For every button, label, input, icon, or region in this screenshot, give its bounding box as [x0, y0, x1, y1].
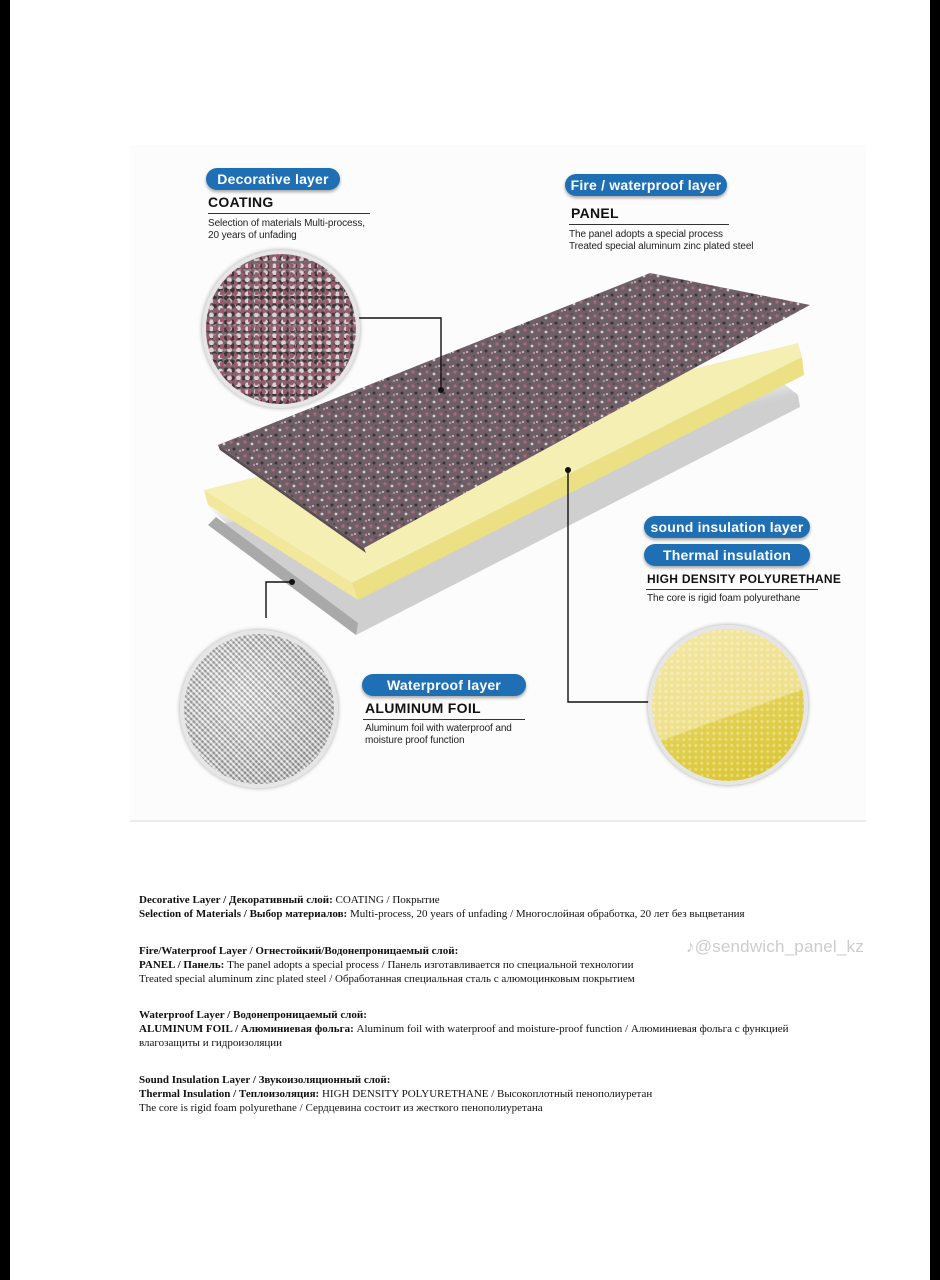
polyurethane-rule: [646, 589, 818, 590]
panel-heading: PANEL: [571, 205, 619, 221]
fire-waterproof-layer-text: Fire/Waterproof Layer / Огнестойкий/Водонепроницаемый слой: PANEL / Панель: The panel adopts a special process / Панель изготавливается по специальной технологии Treated special aluminum zinc plated steel / Обработанная специальная сталь с алюмоцинковым покрытием: [139, 945, 635, 985]
thermal-insulation-badge: Thermal insulation: [644, 544, 810, 566]
leader-dot-foam: [565, 467, 571, 473]
panel-description: The panel adopts a special process Treated special aluminum zinc plated steel: [569, 229, 754, 252]
decorative-layer-badge: Decorative layer: [206, 168, 340, 190]
fire-waterproof-layer-badge: Fire / waterproof layer: [565, 174, 727, 196]
watermark: ♪@sendwich_panel_kz: [686, 937, 864, 956]
waterproof-layer-badge: Waterproof layer: [362, 674, 526, 696]
decorative-layer-text: Decorative Layer / Декоративный слой: COATING / Покрытие Selection of Materials / Выбор материалов: Multi-process, 20 years of unfading / Многослойная обработка, 20 лет без выцветания: [139, 894, 745, 920]
coating-rule: [208, 213, 370, 214]
aluminum-foil-rule: [363, 719, 525, 720]
aluminum-foil-heading: ALUMINUM FOIL: [365, 700, 481, 716]
waterproof-layer-text: Waterproof Layer / Водонепроницаемый слой: ALUMINUM FOIL / Алюминиевая фольга: Aluminum foil with waterproof and moisture-proof function / Алюминиевая фольга с функцией влагозащиты и гидроизоляции: [139, 1009, 789, 1049]
sandwich-panel-diagram: [130, 145, 866, 822]
polyurethane-sample-image: [648, 625, 808, 785]
coating-sample-image: [202, 250, 360, 408]
aluminum-foil-sample-image: [180, 630, 338, 788]
coating-heading: COATING: [208, 194, 274, 210]
polyurethane-heading: HIGH DENSITY POLYURETHANE: [647, 572, 842, 586]
sound-insulation-badge: sound insulation layer: [644, 516, 810, 538]
polyurethane-description: The core is rigid foam polyurethane: [647, 593, 801, 604]
leader-dot-coating: [438, 387, 444, 393]
leader-line-foil: [266, 582, 292, 618]
coating-description: Selection of materials Multi-process, 20 years of unfading: [208, 218, 365, 241]
leader-dot-foil: [289, 579, 295, 585]
panel-rule: [569, 224, 729, 225]
sound-insulation-layer-text: Sound Insulation Layer / Звукоизоляционный слой: Thermal Insulation / Теплоизоляция: HIGH DENSITY POLYURETHANE / Высокоплотный пенополиуретан The core is rigid foam polyurethane / Сердцевина состоит из жесткого пенополиуретана: [139, 1074, 653, 1114]
aluminum-foil-description: Aluminum foil with waterproof and moisture proof function: [365, 723, 512, 746]
